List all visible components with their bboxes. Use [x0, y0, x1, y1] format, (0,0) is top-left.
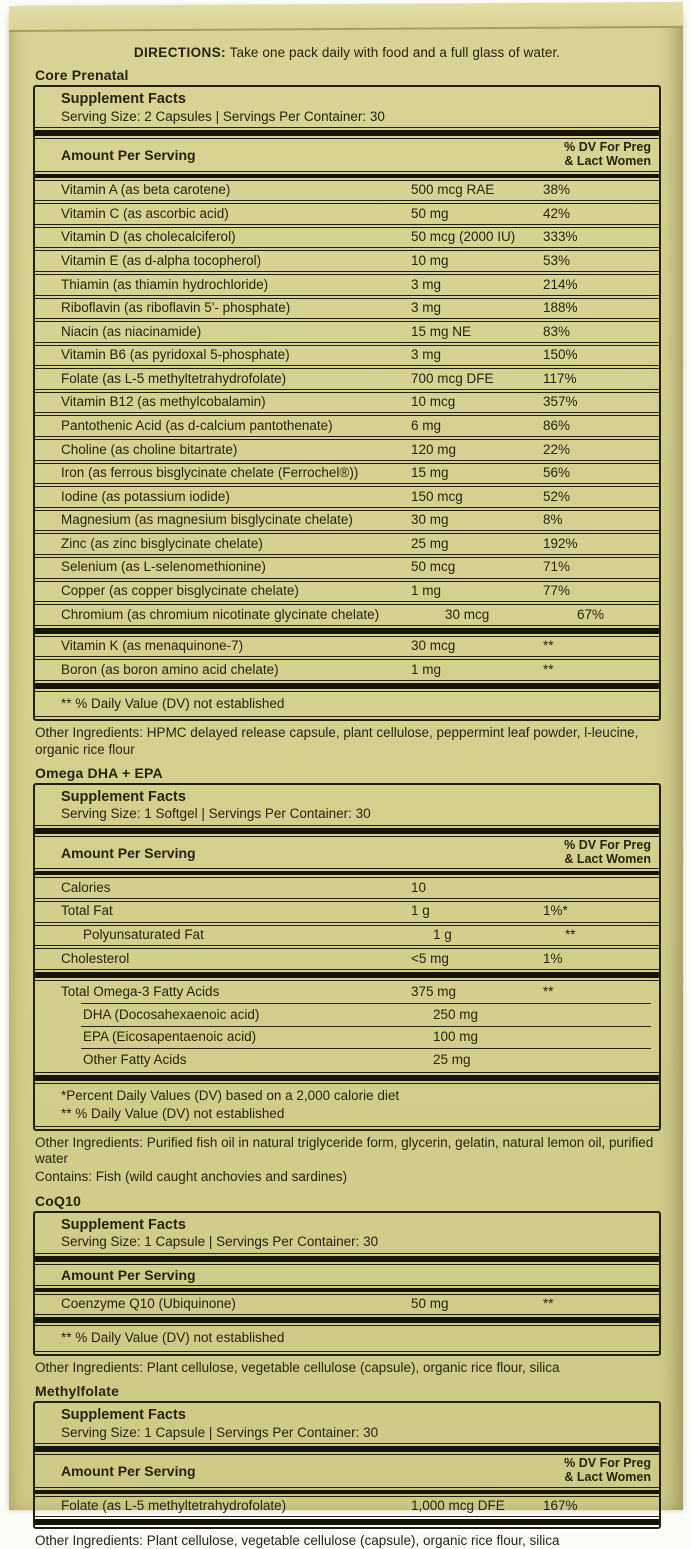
nutrient-dv: 214% [543, 276, 578, 292]
nutrient-amount: 1,000 mcg DFE [411, 1498, 505, 1514]
serving-size-text: Serving Size: 1 Capsule | Servings Per Container: 30 [61, 1234, 379, 1250]
nutrient-row [35, 439, 659, 461]
nutrient-dv: 86% [543, 417, 571, 433]
nutrient-name: Choline (as choline bitartrate) [61, 441, 238, 457]
directions-text [33, 45, 661, 60]
nutrient-name: Folate (as L-5 methyltetrahydrofolate) [61, 1498, 287, 1514]
divider-bar [35, 1490, 659, 1494]
nutrient-row [35, 321, 659, 343]
divider-bar [35, 871, 659, 875]
divider-bar [35, 1446, 659, 1452]
nutrient-rows [35, 877, 659, 1127]
nutrient-row [35, 1496, 659, 1518]
nutrient-name: Folate (as L-5 methyltetrahydrofolate) [61, 370, 287, 386]
nutrient-row [35, 203, 659, 225]
nutrient-dv: 67% [577, 606, 605, 622]
divider-bar [35, 1075, 659, 1081]
nutrient-name: Vitamin A (as beta carotene) [61, 182, 231, 198]
product-box-back [9, 7, 683, 1548]
nutrient-amount: 3 mg [411, 276, 442, 292]
nutrient-dv: 150% [543, 347, 578, 363]
nutrient-dv: 357% [543, 394, 578, 410]
column-header-row [35, 1264, 659, 1286]
supplement-section [33, 765, 661, 1186]
nutrient-name: Riboflavin (as riboflavin 5'- phosphate) [61, 300, 291, 316]
nutrient-row [35, 274, 659, 296]
nutrient-dv: 1% [543, 950, 563, 966]
nutrient-dv: 22% [543, 441, 571, 457]
nutrient-rows [35, 1294, 659, 1352]
nutrient-amount: 1 g [411, 903, 430, 919]
nutrient-row [35, 636, 659, 658]
other-ingredients-text: Contains: Fish (wild caught anchovies and sardines) [35, 1169, 348, 1185]
nutrient-name: Coenzyme Q10 (Ubiquinone) [61, 1296, 236, 1312]
nutrient-amount: <5 mg [411, 950, 449, 966]
section-title: CoQ10 [35, 1192, 82, 1209]
serving-info [35, 785, 659, 826]
divider-bar [35, 174, 659, 178]
nutrient-dv: ** [543, 661, 554, 677]
nutrient-name: Thiamin (as thiamin hydrochloride) [61, 276, 269, 292]
supplement-section [33, 1193, 661, 1376]
nutrient-name: Vitamin C (as ascorbic acid) [61, 205, 229, 221]
nutrient-amount: 50 mcg [411, 559, 456, 575]
nutrient-dv: 117% [543, 370, 577, 386]
nutrient-row [35, 298, 659, 320]
amount-per-serving-label: Amount Per Serving [61, 844, 196, 861]
nutrient-amount: 50 mcg (2000 IU) [411, 229, 516, 245]
serving-size-text: Serving Size: 1 Softgel | Servings Per Container: 30 [61, 806, 371, 822]
dv-column-header [564, 1457, 651, 1485]
nutrient-row [61, 1027, 651, 1049]
supplement-facts-heading: Supplement Facts [61, 788, 186, 805]
dv-column-header [564, 141, 651, 169]
nutrient-row [35, 1294, 659, 1316]
serving-size-text: Serving Size: 1 Capsule | Servings Per Container: 30 [61, 1424, 379, 1440]
label-content [9, 33, 683, 1549]
nutrient-name: Vitamin E (as d-alpha tocopherol) [61, 252, 262, 268]
nutrient-row [35, 180, 659, 202]
other-ingredients [35, 1360, 661, 1376]
nutrient-name: Vitamin D (as cholecalciferol) [61, 229, 236, 245]
nutrient-amount: 50 mg [411, 205, 449, 221]
nutrient-dv: ** [543, 638, 554, 654]
other-ingredients [35, 725, 661, 757]
divider-bar [35, 828, 659, 834]
nutrient-dv: 83% [543, 323, 571, 339]
nutrient-dv: ** [565, 927, 576, 943]
dv-header-line1: % DV For Preg [564, 1456, 651, 1471]
nutrient-row [61, 1004, 651, 1026]
nutrient-row [35, 345, 659, 367]
dv-footnote [35, 1083, 659, 1127]
nutrient-dv: ** [543, 984, 554, 1000]
nutrient-dv: 42% [543, 205, 571, 221]
supplement-section [33, 1383, 661, 1549]
footnote-line: *Percent Daily Values (DV) based on a 2,000 calorie diet [61, 1088, 400, 1104]
nutrient-name: Chromium (as chromium nicotinate glycinate chelate) [61, 606, 380, 622]
nutrient-amount: 150 mcg [411, 488, 463, 504]
divider-bar [35, 1256, 659, 1262]
dv-header-line2: & Lact Women [564, 1470, 651, 1485]
serving-size-text: Serving Size: 2 Capsules | Servings Per Container: 30 [61, 108, 385, 124]
supplement-facts-heading: Supplement Facts [61, 1216, 186, 1233]
supplement-facts-table [33, 783, 661, 1131]
directions-label: DIRECTIONS: [133, 45, 226, 60]
nutrient-name: Niacin (as niacinamide) [61, 323, 202, 339]
divider-bar [35, 1288, 659, 1292]
dv-header-line1: % DV For Preg [564, 837, 651, 852]
nutrient-row [35, 368, 659, 390]
nutrient-row [35, 392, 659, 414]
nutrient-amount: 3 mg [411, 300, 442, 316]
other-ingredients-text: Other Ingredients: HPMC delayed release capsule, plant cellulose, peppermint leaf powder, l-leucine, organic rice flour [35, 725, 639, 757]
supplement-facts-heading: Supplement Facts [61, 91, 186, 107]
directions-body: Take one pack daily with food and a full glass of water. [229, 45, 561, 60]
nutrient-name: Vitamin B12 (as methylcobalamin) [61, 394, 266, 410]
box-top-flap [9, 2, 683, 32]
nutrient-amount: 10 mg [411, 252, 449, 268]
nutrient-row [35, 510, 659, 532]
serving-info [35, 1213, 659, 1254]
nutrient-dv: 167% [543, 1498, 578, 1514]
amount-per-serving-label: Amount Per Serving [61, 146, 196, 163]
nutrient-rows [35, 1496, 659, 1526]
nutrient-amount: 3 mg [411, 347, 442, 363]
other-ingredients-text: Other Ingredients: Purified fish oil in natural triglyceride form, glycerin, gelatin, natural lemon oil, purified water [35, 1135, 654, 1167]
other-ingredients [35, 1135, 661, 1186]
divider-bar [35, 130, 659, 136]
nutrient-row [61, 982, 651, 1004]
column-header-row [35, 1454, 659, 1488]
divider-bar [35, 1519, 659, 1525]
nutrient-dv: ** [543, 1296, 554, 1312]
nutrient-row [35, 486, 659, 508]
section-title: Omega DHA + EPA [35, 764, 163, 781]
nutrient-amount: 375 mg [411, 984, 457, 1000]
amount-per-serving-label: Amount Per Serving [61, 1266, 196, 1283]
nutrient-row [35, 415, 659, 437]
divider-bar [35, 628, 659, 634]
serving-info [35, 87, 659, 128]
nutrient-dv: 1%* [543, 903, 568, 919]
column-header-row [35, 138, 659, 172]
nutrient-row [35, 557, 659, 579]
nutrient-group [35, 980, 659, 1073]
dv-header-line2: & Lact Women [564, 153, 651, 168]
other-ingredients-text: Other Ingredients: Plant cellulose, vegetable cellulose (capsule), organic rice flour, silica [35, 1532, 560, 1548]
nutrient-dv: 188% [543, 300, 578, 316]
nutrient-name: Copper (as copper bisglycinate chelate) [61, 583, 299, 599]
nutrient-dv: 8% [543, 512, 563, 528]
section-title: Core Prenatal [35, 67, 129, 83]
nutrient-row [35, 948, 659, 970]
nutrient-name: Total Omega-3 Fatty Acids [61, 984, 220, 1000]
nutrient-dv: 71% [543, 559, 571, 575]
supplement-facts-table [33, 1211, 661, 1356]
nutrient-amount: 500 mcg RAE [411, 182, 495, 198]
dv-column-header [564, 839, 651, 867]
nutrient-dv: 56% [543, 465, 571, 481]
nutrient-name: Cholesterol [61, 950, 130, 966]
nutrient-row [61, 1049, 651, 1071]
footnote-line: ** % Daily Value (DV) not established [61, 695, 285, 711]
nutrient-name: DHA (Docosahexaenoic acid) [83, 1006, 260, 1022]
nutrient-dv: 77% [543, 583, 571, 599]
nutrient-row [35, 877, 659, 899]
footnote-line: ** % Daily Value (DV) not established [61, 1330, 285, 1346]
nutrient-dv: 192% [543, 535, 578, 551]
nutrient-name: Vitamin K (as menaquinone-7) [61, 638, 244, 654]
nutrient-amount: 15 mg [411, 465, 449, 481]
nutrient-name: Iodine (as potassium iodide) [61, 488, 230, 504]
amount-per-serving-label: Amount Per Serving [61, 1463, 196, 1480]
nutrient-amount: 30 mg [411, 512, 449, 528]
sections-host [33, 67, 661, 1549]
nutrient-row [35, 925, 659, 947]
dv-header-line1: % DV For Preg [564, 140, 651, 155]
nutrient-amount: 30 mcg [411, 638, 456, 654]
supplement-section [33, 67, 661, 758]
nutrient-name: Selenium (as L-selenomethionine) [61, 559, 266, 575]
nutrient-row [35, 533, 659, 555]
nutrient-row [35, 659, 659, 681]
supplement-facts-table [33, 1401, 661, 1529]
divider-bar [35, 683, 659, 689]
nutrient-amount: 120 mg [411, 441, 457, 457]
nutrient-dv: 333% [543, 229, 578, 245]
nutrient-amount: 10 [411, 879, 427, 895]
nutrient-amount: 1 g [433, 927, 452, 943]
nutrient-row [35, 250, 659, 272]
nutrient-row [35, 227, 659, 249]
nutrient-row [35, 581, 659, 603]
other-ingredients-text: Other Ingredients: Plant cellulose, vegetable cellulose (capsule), organic rice flour, silica [35, 1359, 560, 1375]
nutrient-row [35, 463, 659, 485]
serving-info [35, 1403, 659, 1444]
divider-bar [35, 972, 659, 978]
nutrient-name: Pantothenic Acid (as d-calcium pantothenate) [61, 417, 333, 433]
section-title: Methylfolate [35, 1383, 120, 1400]
dv-footnote [35, 1325, 659, 1352]
nutrient-dv: 52% [543, 488, 571, 504]
nutrient-dv: 38% [543, 182, 571, 198]
nutrient-amount: 25 mg [433, 1051, 471, 1067]
nutrient-dv: 53% [543, 252, 571, 268]
nutrient-name: Magnesium (as magnesium bisglycinate chelate) [61, 512, 353, 528]
nutrient-amount: 50 mg [411, 1296, 449, 1312]
nutrient-amount: 15 mg NE [411, 323, 472, 339]
nutrient-name: Total Fat [61, 903, 113, 919]
dv-header-line2: & Lact Women [564, 851, 651, 866]
other-ingredients [35, 1533, 661, 1549]
nutrient-amount: 6 mg [411, 417, 442, 433]
dv-footnote [35, 691, 659, 718]
nutrient-amount: 1 mg [411, 661, 442, 677]
nutrient-name: Zinc (as zinc bisglycinate chelate) [61, 535, 263, 551]
nutrient-amount: 10 mcg [411, 394, 456, 410]
nutrient-amount: 700 mcg DFE [411, 370, 494, 386]
nutrient-name: Boron (as boron amino acid chelate) [61, 661, 279, 677]
nutrient-name: Other Fatty Acids [83, 1051, 187, 1067]
nutrient-rows [35, 180, 659, 718]
nutrient-amount: 100 mg [433, 1029, 479, 1045]
supplement-facts-heading: Supplement Facts [61, 1407, 186, 1424]
nutrient-row [35, 604, 659, 626]
nutrient-name: EPA (Eicosapentaenoic acid) [83, 1029, 257, 1045]
nutrient-name: Vitamin B6 (as pyridoxal 5-phosphate) [61, 347, 290, 363]
nutrient-row [35, 901, 659, 923]
nutrient-name: Polyunsaturated Fat [83, 927, 204, 943]
nutrient-amount: 25 mg [411, 535, 449, 551]
divider-bar [35, 1317, 659, 1323]
column-header-row [35, 836, 659, 870]
footnote-line: ** % Daily Value (DV) not established [61, 1105, 285, 1121]
nutrient-amount: 1 mg [411, 583, 442, 599]
nutrient-name: Calories [61, 879, 111, 895]
nutrient-amount: 250 mg [433, 1006, 479, 1022]
nutrient-name: Iron (as ferrous bisglycinate chelate (Ferrochel®)) [61, 465, 359, 481]
nutrient-amount: 30 mcg [445, 606, 490, 622]
supplement-facts-table [33, 85, 661, 721]
